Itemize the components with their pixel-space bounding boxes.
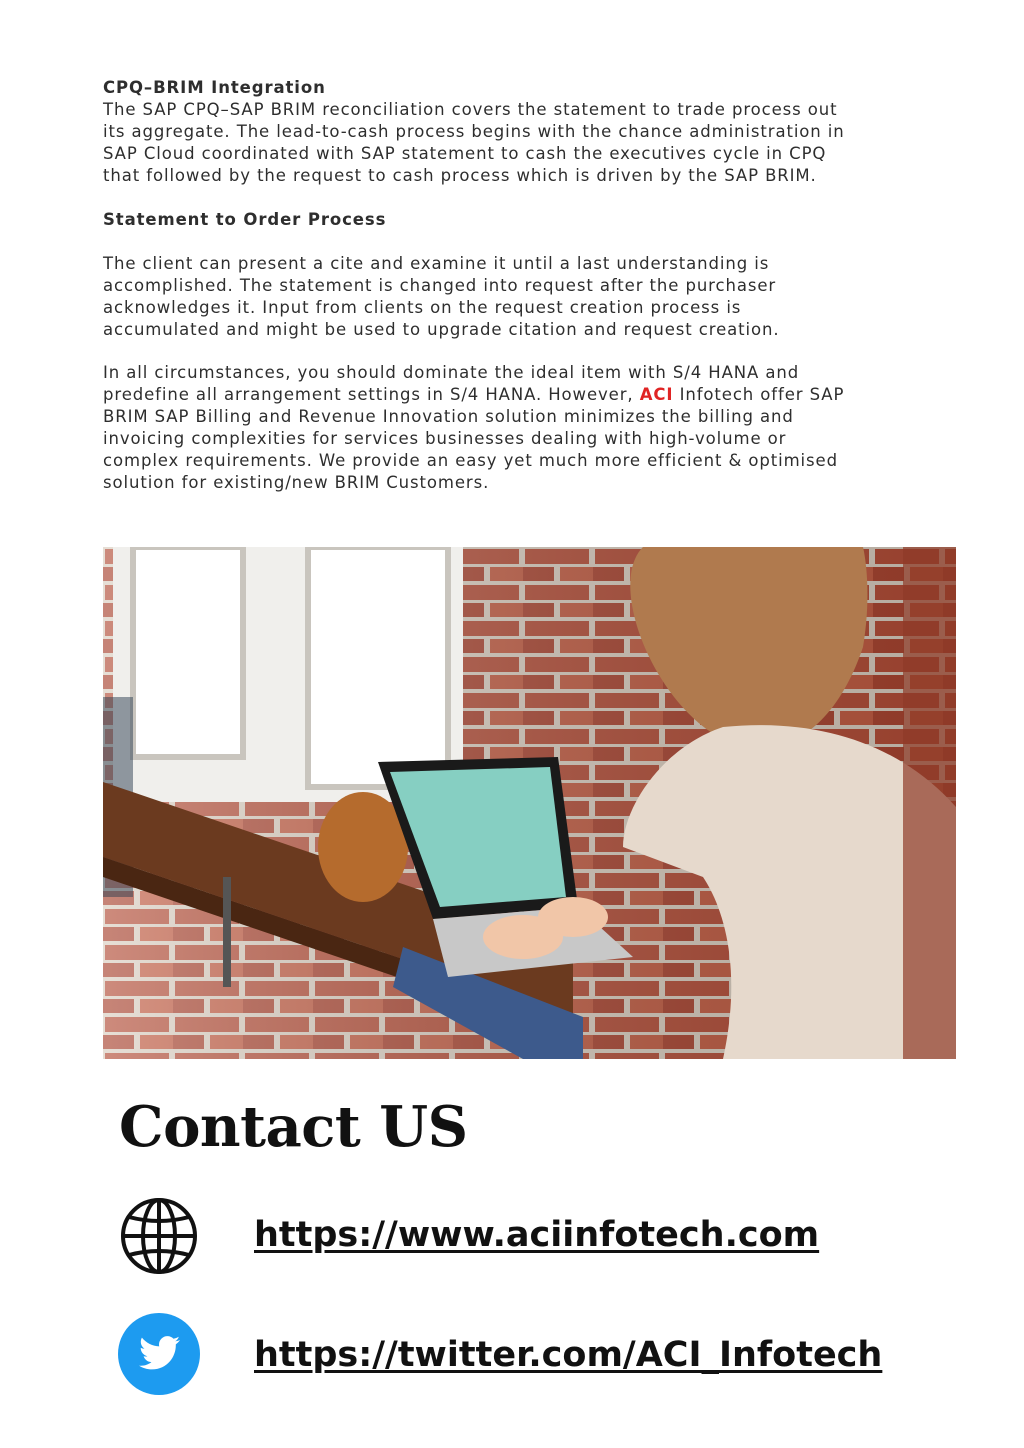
paragraph-line: that followed by the request to cash process which is driven by the SAP BRIM. — [103, 166, 817, 185]
paragraph-line: BRIM SAP Billing and Revenue Innovation solution minimizes the billing and — [103, 407, 794, 426]
paragraph-text: Infotech offer SAP — [673, 385, 845, 404]
twitter-icon — [118, 1313, 200, 1395]
paragraph-text: predefine all arrangement settings in S/4 HANA. However, — [103, 385, 640, 404]
paragraph-line: The client can present a cite and examine it until a last understanding is — [103, 254, 770, 273]
website-link[interactable]: https://www.aciinfotech.com — [254, 1215, 820, 1255]
globe-icon — [118, 1195, 200, 1277]
twitter-link[interactable]: https://twitter.com/ACI_Infotech — [254, 1335, 883, 1375]
paragraph-line: accomplished. The statement is changed into request after the purchaser — [103, 276, 777, 295]
paragraph-line: solution for existing/new BRIM Customers. — [103, 473, 490, 492]
section-statement-body — [103, 253, 933, 341]
paragraph-line: In all circumstances, you should dominate the ideal item with S/4 HANA and — [103, 363, 800, 382]
paragraph-line: accumulated and might be used to upgrade citation and request creation. — [103, 320, 780, 339]
section-heading: Statement to Order Process — [103, 210, 387, 229]
paragraph-line: complex requirements. We provide an easy yet much more efficient & optimised — [103, 451, 838, 470]
paragraph-line: its aggregate. The lead-to-cash process begins with the chance administration in — [103, 122, 845, 141]
woman-laptop-photo — [103, 547, 956, 1059]
paragraph-line: The SAP CPQ–SAP BRIM reconciliation covers the statement to trade process out — [103, 100, 838, 119]
section-heading: CPQ–BRIM Integration — [103, 78, 326, 97]
brand-aci: ACI — [639, 385, 674, 404]
section-statement-to-order — [103, 209, 933, 231]
paragraph-line: invoicing complexities for services businesses dealing with high-volume or — [103, 429, 787, 448]
paragraph-line: SAP Cloud coordinated with SAP statement to cash the executives cycle in CPQ — [103, 144, 827, 163]
paragraph-line: acknowledges it. Input from clients on the request creation process is — [103, 298, 742, 317]
section-cpq-brim — [103, 77, 933, 187]
contact-heading: Contact US — [119, 1094, 468, 1160]
section-aci-offer — [103, 362, 933, 494]
paragraph-line — [103, 384, 933, 406]
